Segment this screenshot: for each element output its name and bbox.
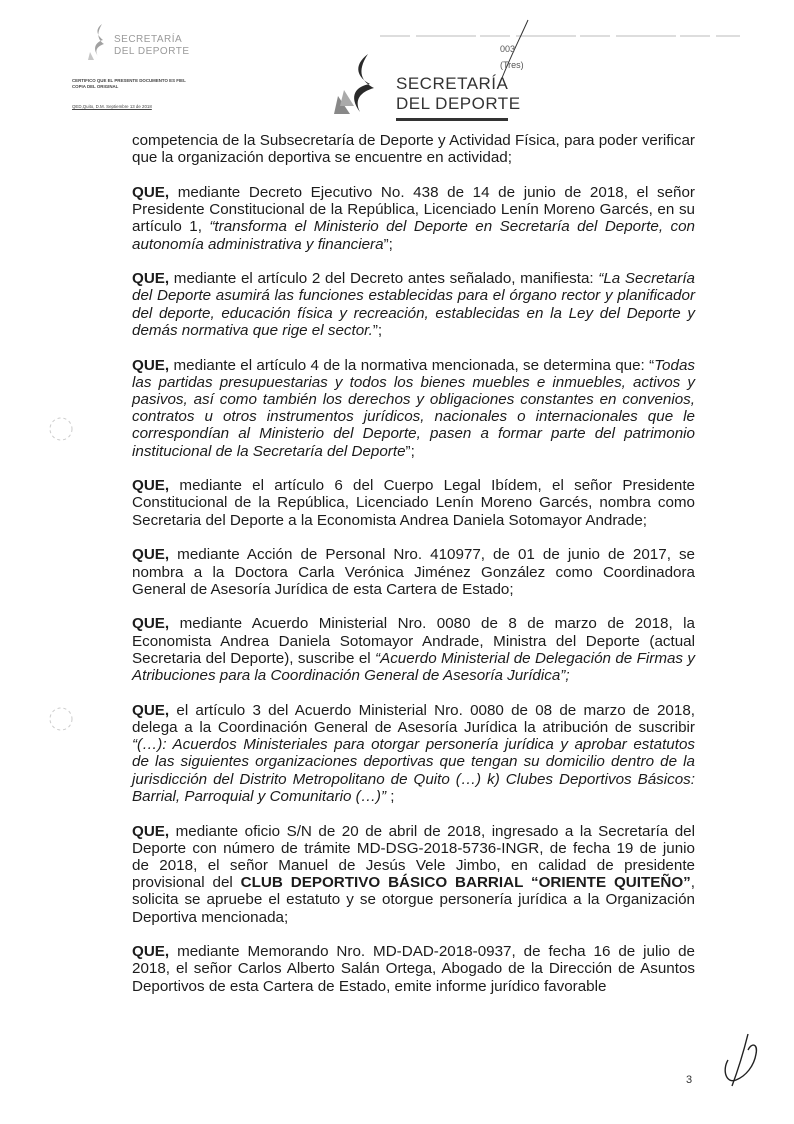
keyword-text: QUE, (132, 477, 170, 495)
body-text: competencia de la Subsecretaría de Deporte y Actividad Física, para poder verificar que la organización deportiva se encuentre en actividad; (132, 132, 695, 167)
keyword-text: CLUB DEPORTIVO BÁSICO BARRIAL “ORIENTE QUITEÑO” (240, 874, 691, 892)
folio-word: (Tres) (500, 60, 524, 70)
keyword-text: QUE, (132, 943, 170, 961)
secretaria-logo-icon (84, 22, 114, 62)
body-text: mediante Acción de Personal Nro. 410977, de 01 de junio de 2017, se nombra a la Doctora Carla Verónica Jiménez González como Coordinadora General de Asesoría Jurídica de esta Cartera de Estado; (132, 546, 695, 598)
keyword-text: QUE, (132, 615, 170, 633)
stamp-date: QED,Quito, D.M. Septiembre 13 de 2018 (72, 104, 152, 109)
quoted-text: “(…): Acuerdos Ministeriales para otorgar personería jurídica y aprobar estatutos de las siguientes organizaciones deportivas que tengan su domicilio dentro de la jurisdicción del Distrito Metropolitano de Quito (…) k) Clubes Deportivos Básicos: Barrial, Parroquial y Comunitario (…)” (132, 736, 695, 805)
document-body (132, 132, 695, 1012)
secretaria-del-deporte-logo-icon (330, 52, 392, 118)
quoted-text: “transforma el Ministerio del Deporte en Secretaría del Deporte, con autonomía administrativa y financiera (132, 218, 696, 253)
body-text: ”; (372, 321, 383, 339)
stamp-title-line2: DEL DEPORTE (114, 46, 190, 57)
stamp-title-line1: SECRETARÍA (114, 34, 183, 45)
keyword-text: QUE, (132, 183, 170, 201)
stamp-certification-text: CERTIFICO QUE EL PRESENTE DOCUMENTO ES FIEL COPIA DEL ORIGINAL (72, 78, 186, 89)
paragraph (132, 132, 695, 166)
body-text: mediante Decreto Ejecutivo No. 438 de 14 de junio de 2018, el señor Presidente Constitucional de la República, Licenciado Lenín Moreno Garcés, en su artículo 1, (132, 183, 695, 236)
body-text: mediante el artículo 4 de la normativa mencionada, se determina que: “ (169, 356, 655, 374)
body-text: mediante el artículo 2 del Decreto antes señalado, manifiesta: (169, 270, 599, 288)
punch-hole-icon (48, 706, 74, 732)
paragraph (132, 943, 695, 995)
logo-title-line1: SECRETARÍA (396, 74, 509, 93)
header-rule (380, 34, 740, 38)
paragraph (132, 546, 695, 598)
page-number: 3 (686, 1074, 693, 1086)
keyword-text: QUE, (132, 356, 170, 374)
body-text: ; (386, 787, 395, 805)
paragraph (132, 270, 695, 339)
body-text: ”; (383, 235, 393, 253)
paragraph (132, 184, 695, 253)
body-text: , solicita se apruebe el estatuto y se otorgue personería jurídica a la Organización Deportiva mencionada; (132, 874, 695, 926)
paragraph (132, 702, 695, 805)
paragraph (132, 357, 695, 460)
paragraph (132, 477, 695, 529)
body-text: ”; (405, 442, 415, 460)
keyword-text: QUE, (132, 546, 170, 564)
paragraph (132, 823, 695, 926)
paragraph (132, 615, 695, 684)
quoted-text: “La Secretaría del Deporte asumirá las funciones establecidas para el órgano rector y planificador del deporte, educación física y recreación, establecidas en la Ley del Deporte y demás normativa que rige el sector. (132, 270, 695, 339)
punch-hole-icon (48, 416, 74, 442)
initials-signature-icon (718, 1030, 768, 1090)
keyword-text: QUE, (132, 822, 170, 840)
keyword-text: QUE, (132, 701, 170, 719)
quoted-text: Todas las partidas presupuestarias y todos los bienes muebles e inmuebles, activos y pasivos, así como también los derechos y obligaciones constantes en convenios, contratos u otros instrumentos jurídicos, nacionales o internacionales que le correspondían al Ministerio del Deporte, pasen a formar parte del patrimonio institucional de la Secretaría del Deporte (132, 356, 695, 460)
logo-title-line2: DEL DEPORTE (396, 94, 521, 113)
keyword-text: QUE, (132, 270, 170, 288)
quoted-text: “Acuerdo Ministerial de Delegación de Firmas y Atribuciones para la Coordinación General de Asesoría Jurídica”; (132, 649, 695, 685)
body-text: el artículo 3 del Acuerdo Ministerial Nro. 0080 de 08 de marzo de 2018, delega a la Coordinación General de Asesoría Jurídica la atribución de suscribir (132, 701, 695, 736)
body-text: mediante el artículo 6 del Cuerpo Legal Ibídem, el señor Presidente Constitucional de la República, Licenciado Lenín Moreno Garcés, nombra como Secretaria del Deporte a la Economista Andrea Daniela Sotomayor Andrade; (132, 477, 695, 529)
folio-number: 003 (500, 44, 516, 54)
body-text: mediante Memorando Nro. MD-DAD-2018-0937, de fecha 16 de julio de 2018, el señor Carlos Alberto Salán Ortega, Abogado de la Dirección de Asuntos Deportivos de esta Cartera de Estado, emite informe jurídico favorable (132, 943, 695, 995)
body-text: mediante oficio S/N de 20 de abril de 2018, ingresado a la Secretaría del Deporte con número de trámite MD-DSG-2018-5736-INGR, de fecha 19 de junio de 2018, el señor Manuel de Jesús Vele Jimbo, en calidad de presidente provisional del (132, 822, 695, 892)
body-text: mediante Acuerdo Ministerial Nro. 0080 de 8 de marzo de 2018, la Economista Andrea Daniela Sotomayor Andrade, Ministra del Deporte (actual Secretaria del Deporte), suscribe el (132, 615, 695, 667)
logo-underline (396, 118, 508, 121)
